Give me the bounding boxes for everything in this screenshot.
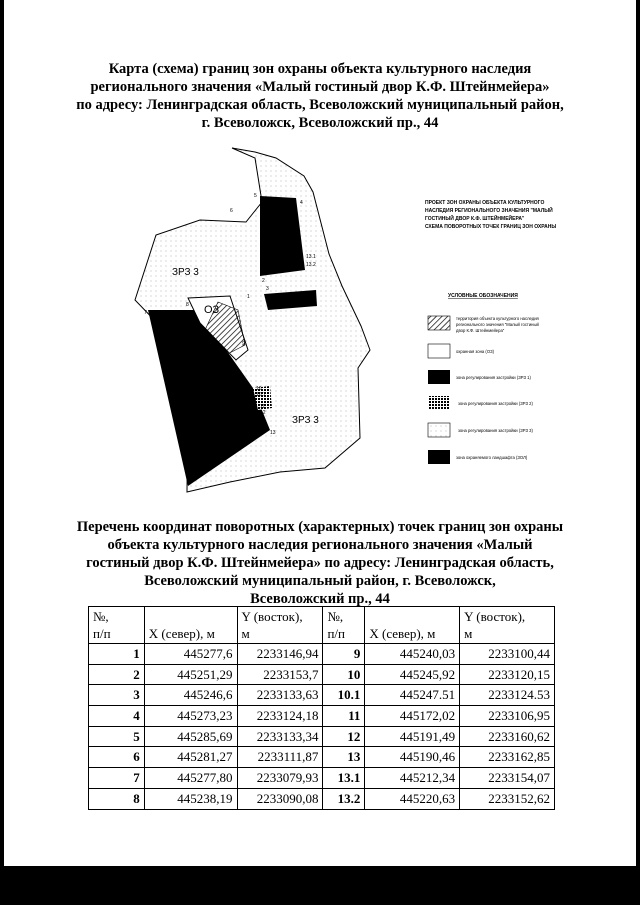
legend-title: УСЛОВНЫЕ ОБОЗНАЧЕНИЯ bbox=[448, 293, 518, 299]
coordinates-table bbox=[88, 606, 555, 810]
table-row: 3 445246,6 2233133,63 10.1 445247.51 2233124.53 bbox=[89, 685, 555, 706]
list-title-line: Всеволожский пр., 44 bbox=[250, 591, 390, 607]
map-title-line: Карта (схема) границ зон охраны объекта культурного наследия bbox=[108, 61, 532, 77]
point-label: 13 bbox=[270, 430, 276, 436]
list-title bbox=[40, 518, 600, 608]
point-label: 6 bbox=[230, 208, 233, 214]
table-row: 4 445273,23 2233124,18 11 445172,02 2233106,95 bbox=[89, 706, 555, 727]
legend-swatch-black bbox=[428, 370, 450, 384]
project-header-line: СХЕМА ПОВОРОТНЫХ ТОЧЕК ГРАНИЦ ЗОН ОХРАНЫ bbox=[425, 224, 557, 230]
scan-edge-left bbox=[0, 0, 4, 905]
table-row: 7 445277,80 2233079,93 13.1 445212,34 2233154,07 bbox=[89, 768, 555, 789]
header-num-2: №, п/п bbox=[323, 607, 365, 644]
point-label: 2 bbox=[262, 278, 265, 284]
legend-swatch-light bbox=[428, 423, 450, 437]
list-title-line: Всеволожский муниципальный район, г. Всеволожск, bbox=[144, 573, 496, 589]
point-label: 7 bbox=[144, 310, 147, 316]
header-x-2: X (север), м bbox=[365, 607, 460, 644]
legend-text: зона регулирования застройки (ЗРЗ 1) bbox=[456, 375, 531, 380]
header-x: X (север), м bbox=[144, 607, 237, 644]
point-label: 11 bbox=[260, 404, 266, 410]
legend-text: зона регулирования застройки (ЗРЗ 2) bbox=[458, 401, 533, 406]
header-num: №, п/п bbox=[89, 607, 145, 644]
point-label: 10.1 bbox=[256, 392, 266, 398]
legend-swatch-white bbox=[428, 344, 450, 358]
scan-bottom-bar bbox=[0, 866, 640, 905]
project-header-line: ПРОЕКТ ЗОН ОХРАНЫ ОБЪЕКТА КУЛЬТУРНОГО bbox=[425, 200, 545, 206]
legend-text: зона регулирования застройки (ЗРЗ 3) bbox=[458, 428, 533, 433]
legend-swatch-dots bbox=[428, 396, 450, 410]
zone-map bbox=[120, 140, 570, 495]
legend-swatch-black-2 bbox=[428, 450, 450, 464]
list-title-line: Перечень координат поворотных (характерных) точек границ зон охраны bbox=[76, 519, 564, 535]
table-row: 6 445281,27 2233111,87 13 445190,46 2233162,85 bbox=[89, 747, 555, 768]
zone-label-zrz3-top: ЗРЗ 3 bbox=[172, 267, 199, 278]
list-title-line: гостиный двор К.Ф. Штейнмейера» по адресу: Ленинградская область, bbox=[86, 555, 554, 571]
point-label: 9 bbox=[242, 341, 245, 347]
table-row: 2 445251,29 2233153,7 10 445245,92 2233120,15 bbox=[89, 664, 555, 685]
table-row: 5 445285,69 2233133,34 12 445191,49 2233160,62 bbox=[89, 726, 555, 747]
zone-label-oz: ОЗ bbox=[204, 304, 220, 316]
scan-edge-right bbox=[636, 0, 640, 905]
point-label: 13.2 bbox=[306, 262, 316, 268]
legend bbox=[428, 316, 539, 464]
table-header-row bbox=[89, 607, 555, 644]
legend-text: территория объекта культурного наследия bbox=[456, 316, 539, 321]
header-y: Y (восток), м bbox=[237, 607, 323, 644]
legend-text: зона охраняемого ландшафта (ЗОЛ) bbox=[456, 455, 528, 460]
legend-text: регионального значения "Малый гостиный bbox=[456, 322, 539, 327]
legend-text: охранная зона (ОЗ) bbox=[456, 349, 495, 354]
point-label: 3 bbox=[266, 286, 269, 292]
map-title bbox=[40, 60, 600, 132]
table-row: 1 445277,6 2233146,94 9 445240,03 2233100,44 bbox=[89, 644, 555, 665]
list-title-line: объекта культурного наследия регионального значения «Малый bbox=[107, 537, 533, 553]
point-label: 13.1 bbox=[306, 254, 316, 260]
map-title-line: г. Всеволожск, Всеволожский пр., 44 bbox=[201, 115, 439, 131]
legend-swatch-hatch bbox=[428, 316, 450, 330]
map-title-line: регионального значения «Малый гостиный двор К.Ф. Штейнмейера» bbox=[90, 79, 550, 95]
project-header-line: НАСЛЕДИЯ РЕГИОНАЛЬНОГО ЗНАЧЕНИЯ "МАЛЫЙ bbox=[425, 208, 553, 214]
project-header-line: ГОСТИНЫЙ ДВОР К.Ф. ШТЕЙНМЕЙЕРА" bbox=[425, 216, 525, 222]
point-label: 12 bbox=[260, 410, 266, 416]
header-y-2: Y (восток), м bbox=[460, 607, 555, 644]
zone-label-zrz3-bottom: ЗРЗ 3 bbox=[292, 415, 319, 426]
map-title-line: по адресу: Ленинградская область, Всеволожский муниципальный район, bbox=[76, 97, 564, 113]
table-row: 8 445238,19 2233090,08 13.2 445220,63 2233152,62 bbox=[89, 788, 555, 809]
point-label: 10 bbox=[256, 386, 262, 392]
point-label: 4 bbox=[300, 200, 303, 206]
point-label: 1 bbox=[247, 294, 250, 300]
point-label: 5 bbox=[254, 193, 257, 199]
legend-text: двор К.Ф. Штейнмейера" bbox=[456, 328, 505, 333]
point-label: 8 bbox=[186, 302, 189, 308]
